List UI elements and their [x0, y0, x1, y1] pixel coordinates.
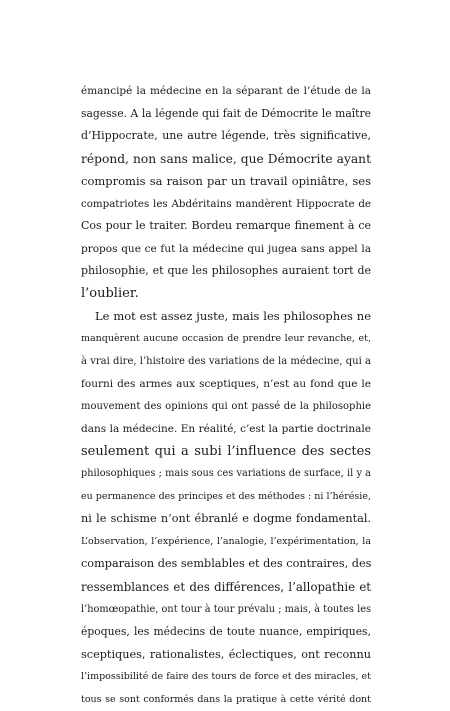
- text-line: propos que ce fut la médecine qui jugea sans appel la: [81, 242, 371, 255]
- text-line: ni le schisme n’ont ébranlé e dogme fondamental.: [81, 512, 371, 526]
- text-line: Cos pour le traiter. Bordeu remarque finement à ce: [81, 219, 371, 233]
- text-line: philosophie, et que les philosophes auraient tort de: [81, 264, 371, 278]
- text-line: tous se sont conformés dans la pratique à cette vérité dont: [81, 693, 371, 705]
- text-line: l’impossibilité de faire des tours de force et des miracles, et: [81, 671, 371, 683]
- text-line: ressemblances et des différences, l’allopathie et: [81, 580, 371, 595]
- text-line: philosophiques ; mais sous ces variations de surface, il y a: [81, 468, 371, 480]
- text-line: mouvement des opinions qui ont passé de la philosophie: [81, 400, 371, 412]
- page-text-block: [81, 80, 371, 711]
- text-line: comparaison des semblables et des contraires, des: [81, 557, 371, 571]
- text-line: compromis sa raison par un travail opiniâtre, ses: [81, 174, 371, 189]
- text-line: émancipé la médecine en la séparant de l’étude de la: [81, 85, 371, 97]
- text-line: compatriotes les Abdéritains mandèrent Hippocrate de: [81, 197, 371, 210]
- text-line: dans la médecine. En réalité, c’est la partie doctrinale: [81, 423, 371, 436]
- text-line: manquèrent aucune occasion de prendre leur revanche, et,: [81, 333, 371, 345]
- text-line: eu permanence des principes et des méthodes : ni l’hérésie,: [81, 490, 371, 502]
- text-line: l’homœopathie, ont tour à tour prévalu ; mais, à toutes les: [81, 603, 371, 615]
- text-line: répond, non sans malice, que Démocrite ayant: [81, 151, 371, 166]
- text-line: seulement qui a subi l’influence des sectes: [81, 443, 371, 459]
- paragraph-start-line: Le mot est assez juste, mais les philosophes ne: [95, 309, 371, 324]
- text-line: fourni des armes aux sceptiques, n’est au fond que le: [81, 378, 371, 391]
- text-line: à vrai dire, l’histoire des variations de la médecine, qui a: [81, 355, 371, 367]
- paragraph-end-line: l’oublier.: [81, 285, 139, 301]
- text-line: L’observation, l’expérience, l’analogie, l’expérimentation, la: [81, 535, 371, 547]
- text-line: époques, les médecins de toute nuance, empiriques,: [81, 625, 371, 639]
- text-line: sagesse. A la légende qui fait de Démocrite le maître: [81, 106, 371, 120]
- text-line: d’Hippocrate, une autre légende, très significative,: [81, 129, 371, 143]
- text-line: sceptiques, rationalistes, éclectiques, ont reconnu: [81, 647, 371, 661]
